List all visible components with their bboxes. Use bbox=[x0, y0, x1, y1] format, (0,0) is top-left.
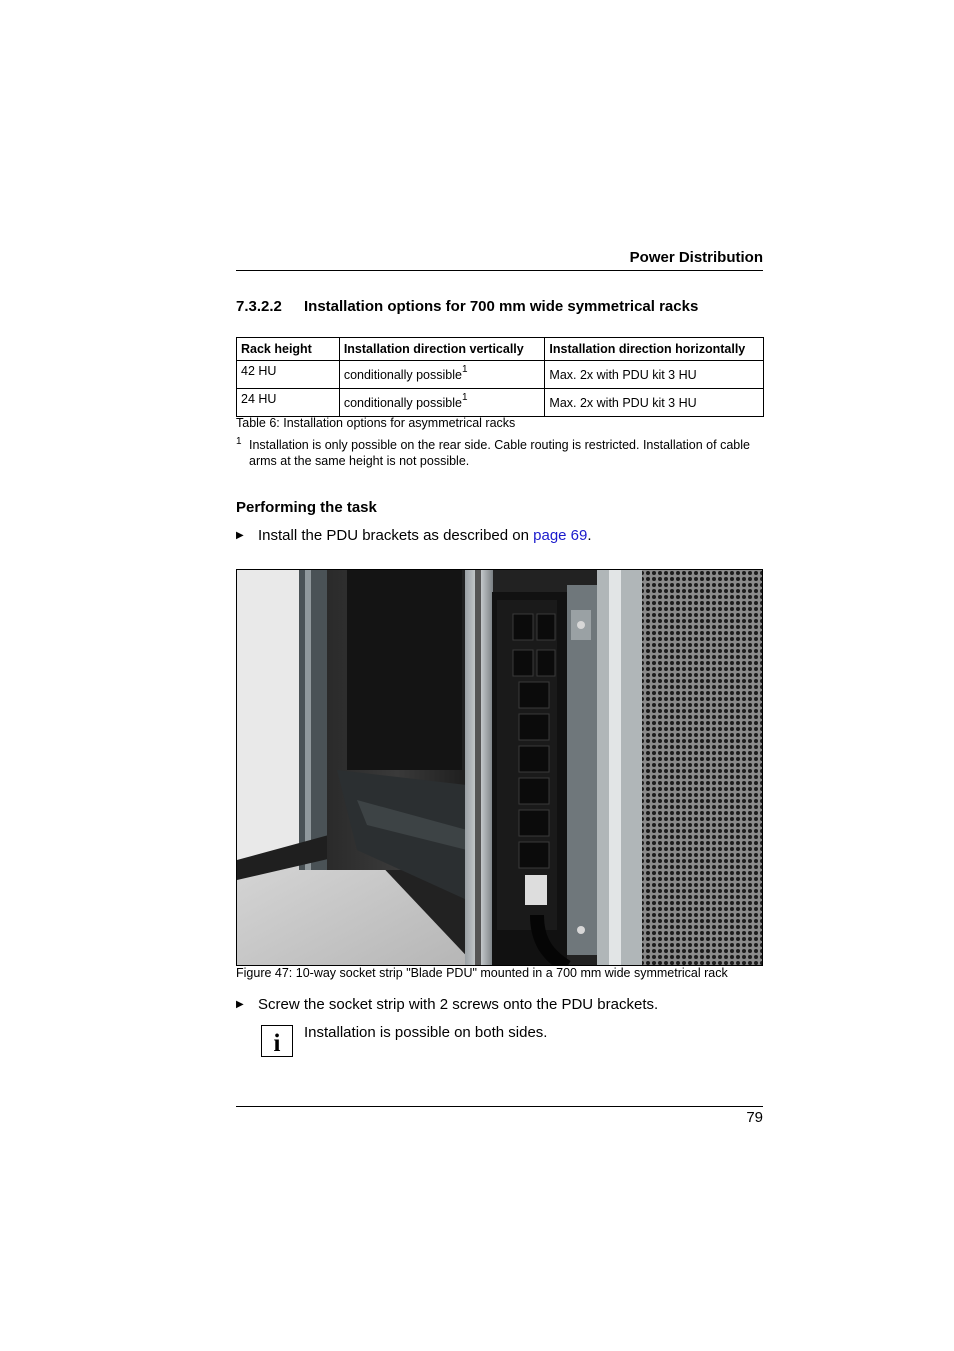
step-text: Install the PDU brackets as described on bbox=[258, 527, 534, 544]
info-note: Installation is possible on both sides. bbox=[304, 1024, 548, 1041]
footnote-ref: 1 bbox=[461, 392, 468, 404]
figure-caption: Figure 47: 10-way socket strip "Blade PDU" mounted in a 700 mm wide symmetrical rack bbox=[236, 966, 728, 980]
column-header-horizontal: Installation direction horizontally bbox=[545, 338, 764, 361]
section-heading bbox=[236, 298, 698, 315]
section-title: Installation options for 700 mm wide symmetrical racks bbox=[304, 298, 699, 315]
page-number: 79 bbox=[746, 1109, 763, 1126]
step-suffix: . bbox=[587, 527, 592, 544]
cell-horizontal: Max. 2x with PDU kit 3 HU bbox=[545, 389, 764, 417]
pdu-photo bbox=[236, 569, 763, 966]
bullet-arrow-icon: ▶ bbox=[236, 530, 244, 541]
cell-horizontal: Max. 2x with PDU kit 3 HU bbox=[545, 361, 764, 389]
header-rule bbox=[236, 270, 763, 271]
footnote bbox=[236, 437, 766, 469]
footnote-mark: 1 bbox=[236, 436, 242, 447]
table-header-row bbox=[237, 338, 764, 361]
column-header-vertical: Installation direction vertically bbox=[339, 338, 545, 361]
table-row bbox=[237, 361, 764, 389]
step-screw-strip bbox=[236, 996, 658, 1013]
section-number: 7.3.2.2 bbox=[236, 298, 282, 315]
footnote-ref: 1 bbox=[461, 364, 468, 376]
table-caption: Table 6: Installation options for asymmetrical racks bbox=[236, 416, 516, 430]
cell-rack-height: 42 HU bbox=[237, 361, 340, 389]
column-header-rack-height: Rack height bbox=[237, 338, 340, 361]
installation-options-table bbox=[236, 337, 764, 417]
task-heading: Performing the task bbox=[236, 499, 377, 516]
footnote-text: Installation is only possible on the rear side. Cable routing is restricted. Installation of cable arms at the same height is not possible. bbox=[249, 438, 750, 468]
footer-rule bbox=[236, 1106, 763, 1107]
cell-vertical bbox=[339, 361, 545, 389]
step-text: Screw the socket strip with 2 screws onto the PDU brackets. bbox=[258, 996, 659, 1013]
page-link[interactable]: page 69 bbox=[533, 527, 588, 544]
info-icon: i bbox=[261, 1025, 293, 1057]
step-install-brackets bbox=[236, 527, 592, 544]
cell-vertical bbox=[339, 389, 545, 417]
cell-vertical-text: conditionally possible bbox=[343, 396, 462, 411]
running-header: Power Distribution bbox=[629, 249, 763, 266]
cell-rack-height: 24 HU bbox=[237, 389, 340, 417]
bullet-arrow-icon: ▶ bbox=[236, 999, 244, 1010]
table-row bbox=[237, 389, 764, 417]
pdu-photo-illustration bbox=[237, 570, 763, 966]
cell-vertical-text: conditionally possible bbox=[343, 368, 462, 383]
